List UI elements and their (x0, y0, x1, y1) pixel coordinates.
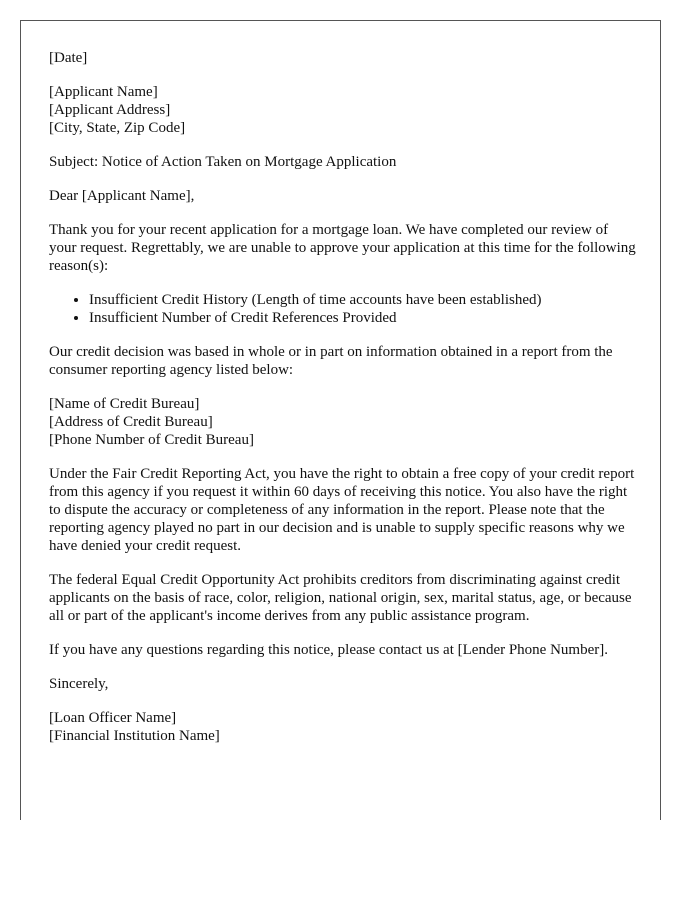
institution-name: [Financial Institution Name] (49, 728, 220, 744)
credit-decision-paragraph: Our credit decision was based in whole or in part on information obtained in a report from the consumer reporting agency listed below: (49, 344, 613, 378)
loan-officer-name: [Loan Officer Name] (49, 710, 177, 726)
bureau-phone: [Phone Number of Credit Bureau] (49, 432, 254, 448)
signature-block (49, 709, 639, 745)
applicant-address-block (49, 83, 639, 137)
ecoa-paragraph: The federal Equal Credit Opportunity Act prohibits creditors from discriminating against credit applicants on the basis of race, color, religion, national origin, sex, marital status, age, or because all or part of the applicant's income derives from any public assistance program. (49, 572, 632, 624)
letter-subject: Subject: Notice of Action Taken on Mortgage Application (49, 154, 397, 170)
intro-paragraph: Thank you for your recent application for a mortgage loan. We have completed our review of your request. Regrettably, we are unable to approve your application at this time for the following reason(s): (49, 222, 636, 274)
applicant-city-state-zip: [City, State, Zip Code] (49, 120, 186, 136)
letter-closing: Sincerely, (49, 676, 109, 692)
applicant-name: [Applicant Name] (49, 84, 158, 100)
reason-item: • Insufficient Credit History (Length of time accounts have been established) (89, 291, 649, 309)
reasons-list (49, 291, 649, 327)
letter-date: [Date] (49, 50, 88, 66)
reason-item: • Insufficient Number of Credit References Provided (89, 309, 649, 327)
bureau-address: [Address of Credit Bureau] (49, 414, 213, 430)
bureau-name: [Name of Credit Bureau] (49, 396, 200, 412)
contact-paragraph: If you have any questions regarding this notice, please contact us at [Lender Phone Number]. (49, 642, 608, 658)
letter-page (20, 20, 661, 820)
letter-salutation: Dear [Applicant Name], (49, 188, 195, 204)
fcra-paragraph: Under the Fair Credit Reporting Act, you have the right to obtain a free copy of your credit report from this agency if you request it within 60 days of receiving this notice. You also have the right to dispute the accuracy or completeness of any information in the report. Please note that the reporting agency played no part in our decision and is unable to supply specific reasons why we have denied your credit request. (49, 466, 635, 554)
credit-bureau-block (49, 395, 639, 449)
applicant-address: [Applicant Address] (49, 102, 171, 118)
